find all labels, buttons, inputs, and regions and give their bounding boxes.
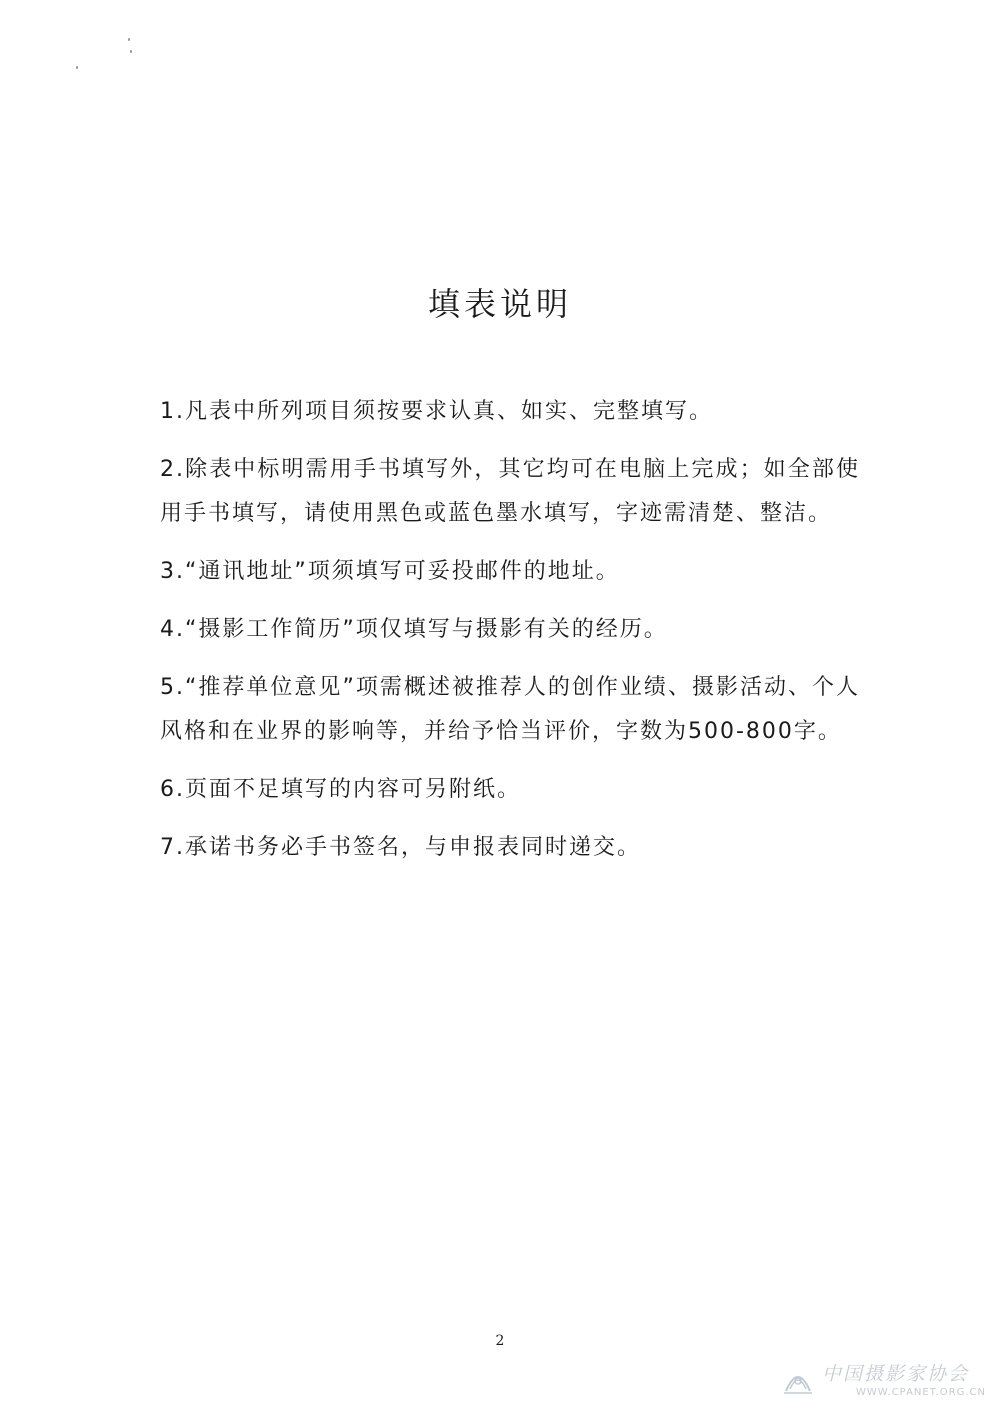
instruction-item-3: 3.“通讯地址”项须填写可妥投邮件的地址。 — [160, 559, 620, 584]
watermark-name: 中国摄影家协会 — [822, 1363, 970, 1385]
page-number: 2 — [495, 1333, 505, 1349]
instruction-item-6: 6.页面不足填写的内容可另附纸。 — [160, 777, 521, 802]
instruction-item-5: 5.“推荐单位意见”项需概述被推荐人的创作业绩、摄影活动、个人风格和在业界的影响等，并给予恰当评价，字数为500-800字。 — [160, 675, 860, 744]
instruction-item-4: 4.“摄影工作简历”项仅填写与摄影有关的经历。 — [160, 617, 668, 642]
cpanet-logo-icon — [778, 1359, 818, 1399]
page-title: 填表说明 — [427, 285, 572, 323]
instruction-item-2: 2.除表中标明需用手书填写外，其它均可在电脑上完成；如全部使用手书填写，请使用黑色或蓝色墨水填写，字迹需清楚、整洁。 — [160, 457, 860, 526]
instruction-item-7: 7.承诺书务必手书签名，与申报表同时递交。 — [160, 835, 641, 860]
scan-speck — [76, 66, 78, 69]
scan-speck — [128, 38, 130, 41]
scan-speck — [130, 50, 132, 53]
watermark — [778, 1357, 988, 1407]
instruction-item-1: 1.凡表中所列项目须按要求认真、如实、完整填写。 — [160, 399, 713, 424]
watermark-url: WWW.CPANET.ORG.CN — [856, 1387, 987, 1398]
instructions-list — [160, 390, 860, 884]
